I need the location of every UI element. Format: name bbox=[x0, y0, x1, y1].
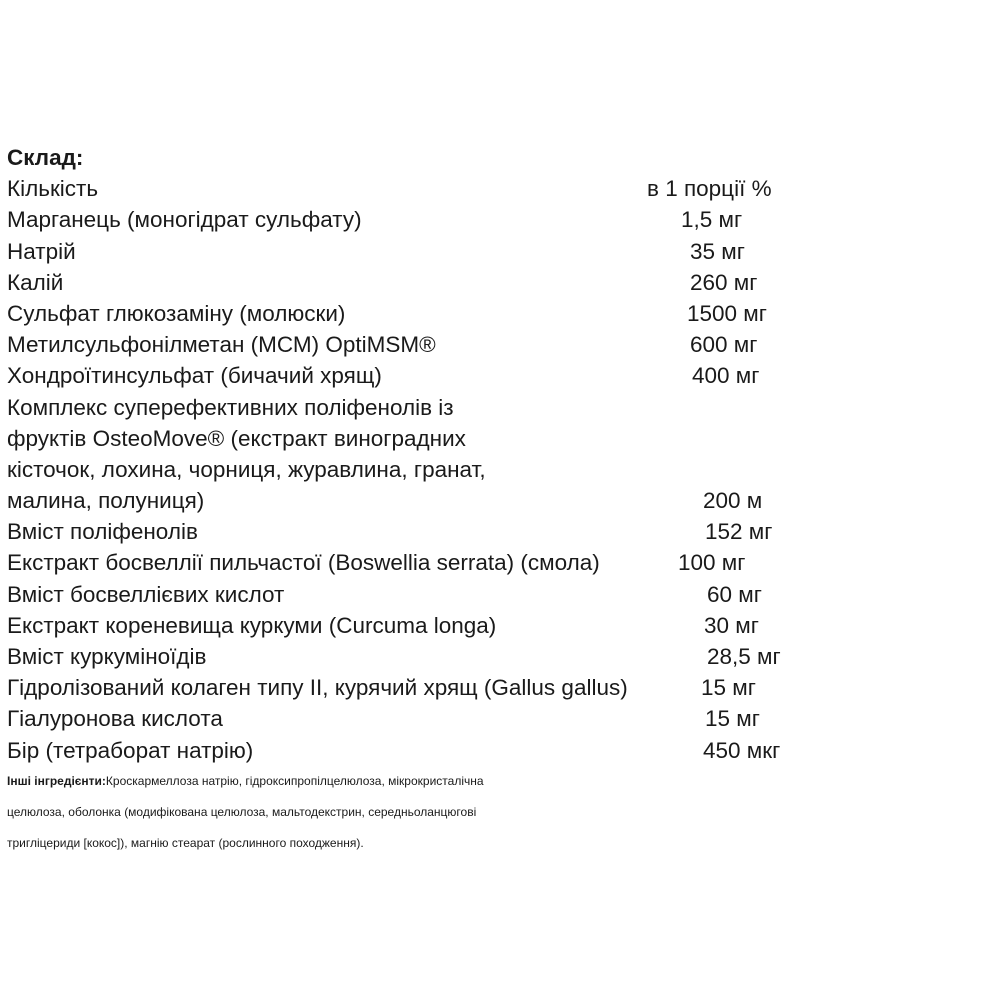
per-serving-column-label: в 1 порції % bbox=[647, 176, 772, 202]
complex-description-line: фруктів OsteoMove® (екстракт виноградних bbox=[7, 425, 466, 451]
complex-description-line: кісточок, лохина, чорниця, журавлина, гранат, bbox=[7, 456, 486, 482]
ingredient-row bbox=[7, 516, 997, 547]
ingredient-name: Хондроїтинсульфат (бичачий хрящ) bbox=[7, 363, 382, 389]
ingredient-amount: 450 мкг bbox=[703, 737, 781, 763]
ingredient-name: Екстракт босвеллії пильчастої (Boswellia serrata) (смола) bbox=[7, 550, 600, 576]
ingredient-name: Калій bbox=[7, 269, 64, 295]
ingredient-row bbox=[7, 236, 997, 267]
ingredient-amount: 260 мг bbox=[690, 269, 758, 295]
ingredient-name: Гіалуронова кислота bbox=[7, 706, 223, 732]
other-ingredients-line: тригліцериди [кокос]), магнію стеарат (рослинного походження). bbox=[7, 836, 364, 851]
ingredient-row bbox=[7, 360, 997, 391]
ingredient-name: Бір (тетраборат натрію) bbox=[7, 737, 254, 763]
ingredient-amount: 15 мг bbox=[705, 706, 760, 732]
ingredient-amount: 28,5 мг bbox=[707, 644, 781, 669]
ingredient-name: Екстракт кореневища куркуми (Curcuma longa) bbox=[7, 612, 497, 638]
ingredient-row bbox=[7, 298, 997, 329]
ingredient-row bbox=[7, 579, 997, 610]
ingredient-row bbox=[7, 672, 997, 703]
ingredient-amount: 30 мг bbox=[704, 612, 759, 638]
other-ingredients-label: Інші інгредієнти: bbox=[7, 773, 106, 788]
ingredient-amount: 600 мг bbox=[690, 332, 758, 358]
ingredient-amount: 200 м bbox=[703, 488, 763, 514]
ingredient-amount: 60 мг bbox=[707, 581, 762, 607]
ingredient-amount: 35 мг bbox=[690, 238, 745, 264]
ingredient-name: Вміст куркуміноїдів bbox=[7, 644, 207, 669]
quantity-column-label: Кількість bbox=[7, 176, 99, 202]
ingredient-amount: 400 мг bbox=[692, 363, 760, 389]
ingredient-row bbox=[7, 735, 997, 766]
ingredient-name: Метилсульфонілметан (МСМ) OptiMSM® bbox=[7, 332, 436, 358]
ingredient-name: Вміст поліфенолів bbox=[7, 519, 198, 545]
ingredient-row bbox=[7, 641, 997, 672]
ingredient-amount: 15 мг bbox=[701, 675, 756, 701]
composition-heading: Склад: bbox=[7, 145, 84, 170]
ingredients-document bbox=[7, 142, 997, 859]
ingredient-name: Гідролізований колаген типу II, курячий хрящ (Gallus gallus) bbox=[7, 675, 628, 701]
complex-description-line: малина, полуниця) bbox=[7, 488, 205, 514]
ingredient-amount: 100 мг bbox=[678, 550, 746, 576]
other-ingredients-line: целюлоза, оболонка (модифікована целюлоза, мальтодекстрин, середньоланцюгові bbox=[7, 804, 477, 819]
ingredient-name: Сульфат глюкозаміну (молюски) bbox=[7, 300, 346, 326]
ingredient-name: Вміст босвеллієвих кислот bbox=[7, 581, 285, 607]
ingredient-row bbox=[7, 703, 997, 734]
ingredient-amount: 1500 мг bbox=[687, 300, 767, 326]
ingredient-amount: 1,5 мг bbox=[681, 207, 743, 233]
ingredient-row bbox=[7, 610, 997, 641]
complex-description-line: Комплекс суперефективних поліфенолів із bbox=[7, 394, 454, 420]
ingredient-row bbox=[7, 204, 997, 235]
other-ingredients-line bbox=[7, 766, 997, 797]
column-header-row bbox=[7, 173, 997, 204]
ingredient-row bbox=[7, 267, 997, 298]
other-ingredients-text: Кроскармеллоза натрію, гідроксипропілцелюлоза, мікрокристалічна bbox=[105, 773, 484, 788]
ingredient-row bbox=[7, 547, 997, 578]
ingredient-row bbox=[7, 485, 997, 516]
ingredient-amount: 152 мг bbox=[705, 519, 773, 545]
ingredient-name: Натрій bbox=[7, 238, 76, 264]
ingredient-name: Марганець (моногідрат сульфату) bbox=[7, 207, 362, 233]
ingredient-row bbox=[7, 329, 997, 360]
